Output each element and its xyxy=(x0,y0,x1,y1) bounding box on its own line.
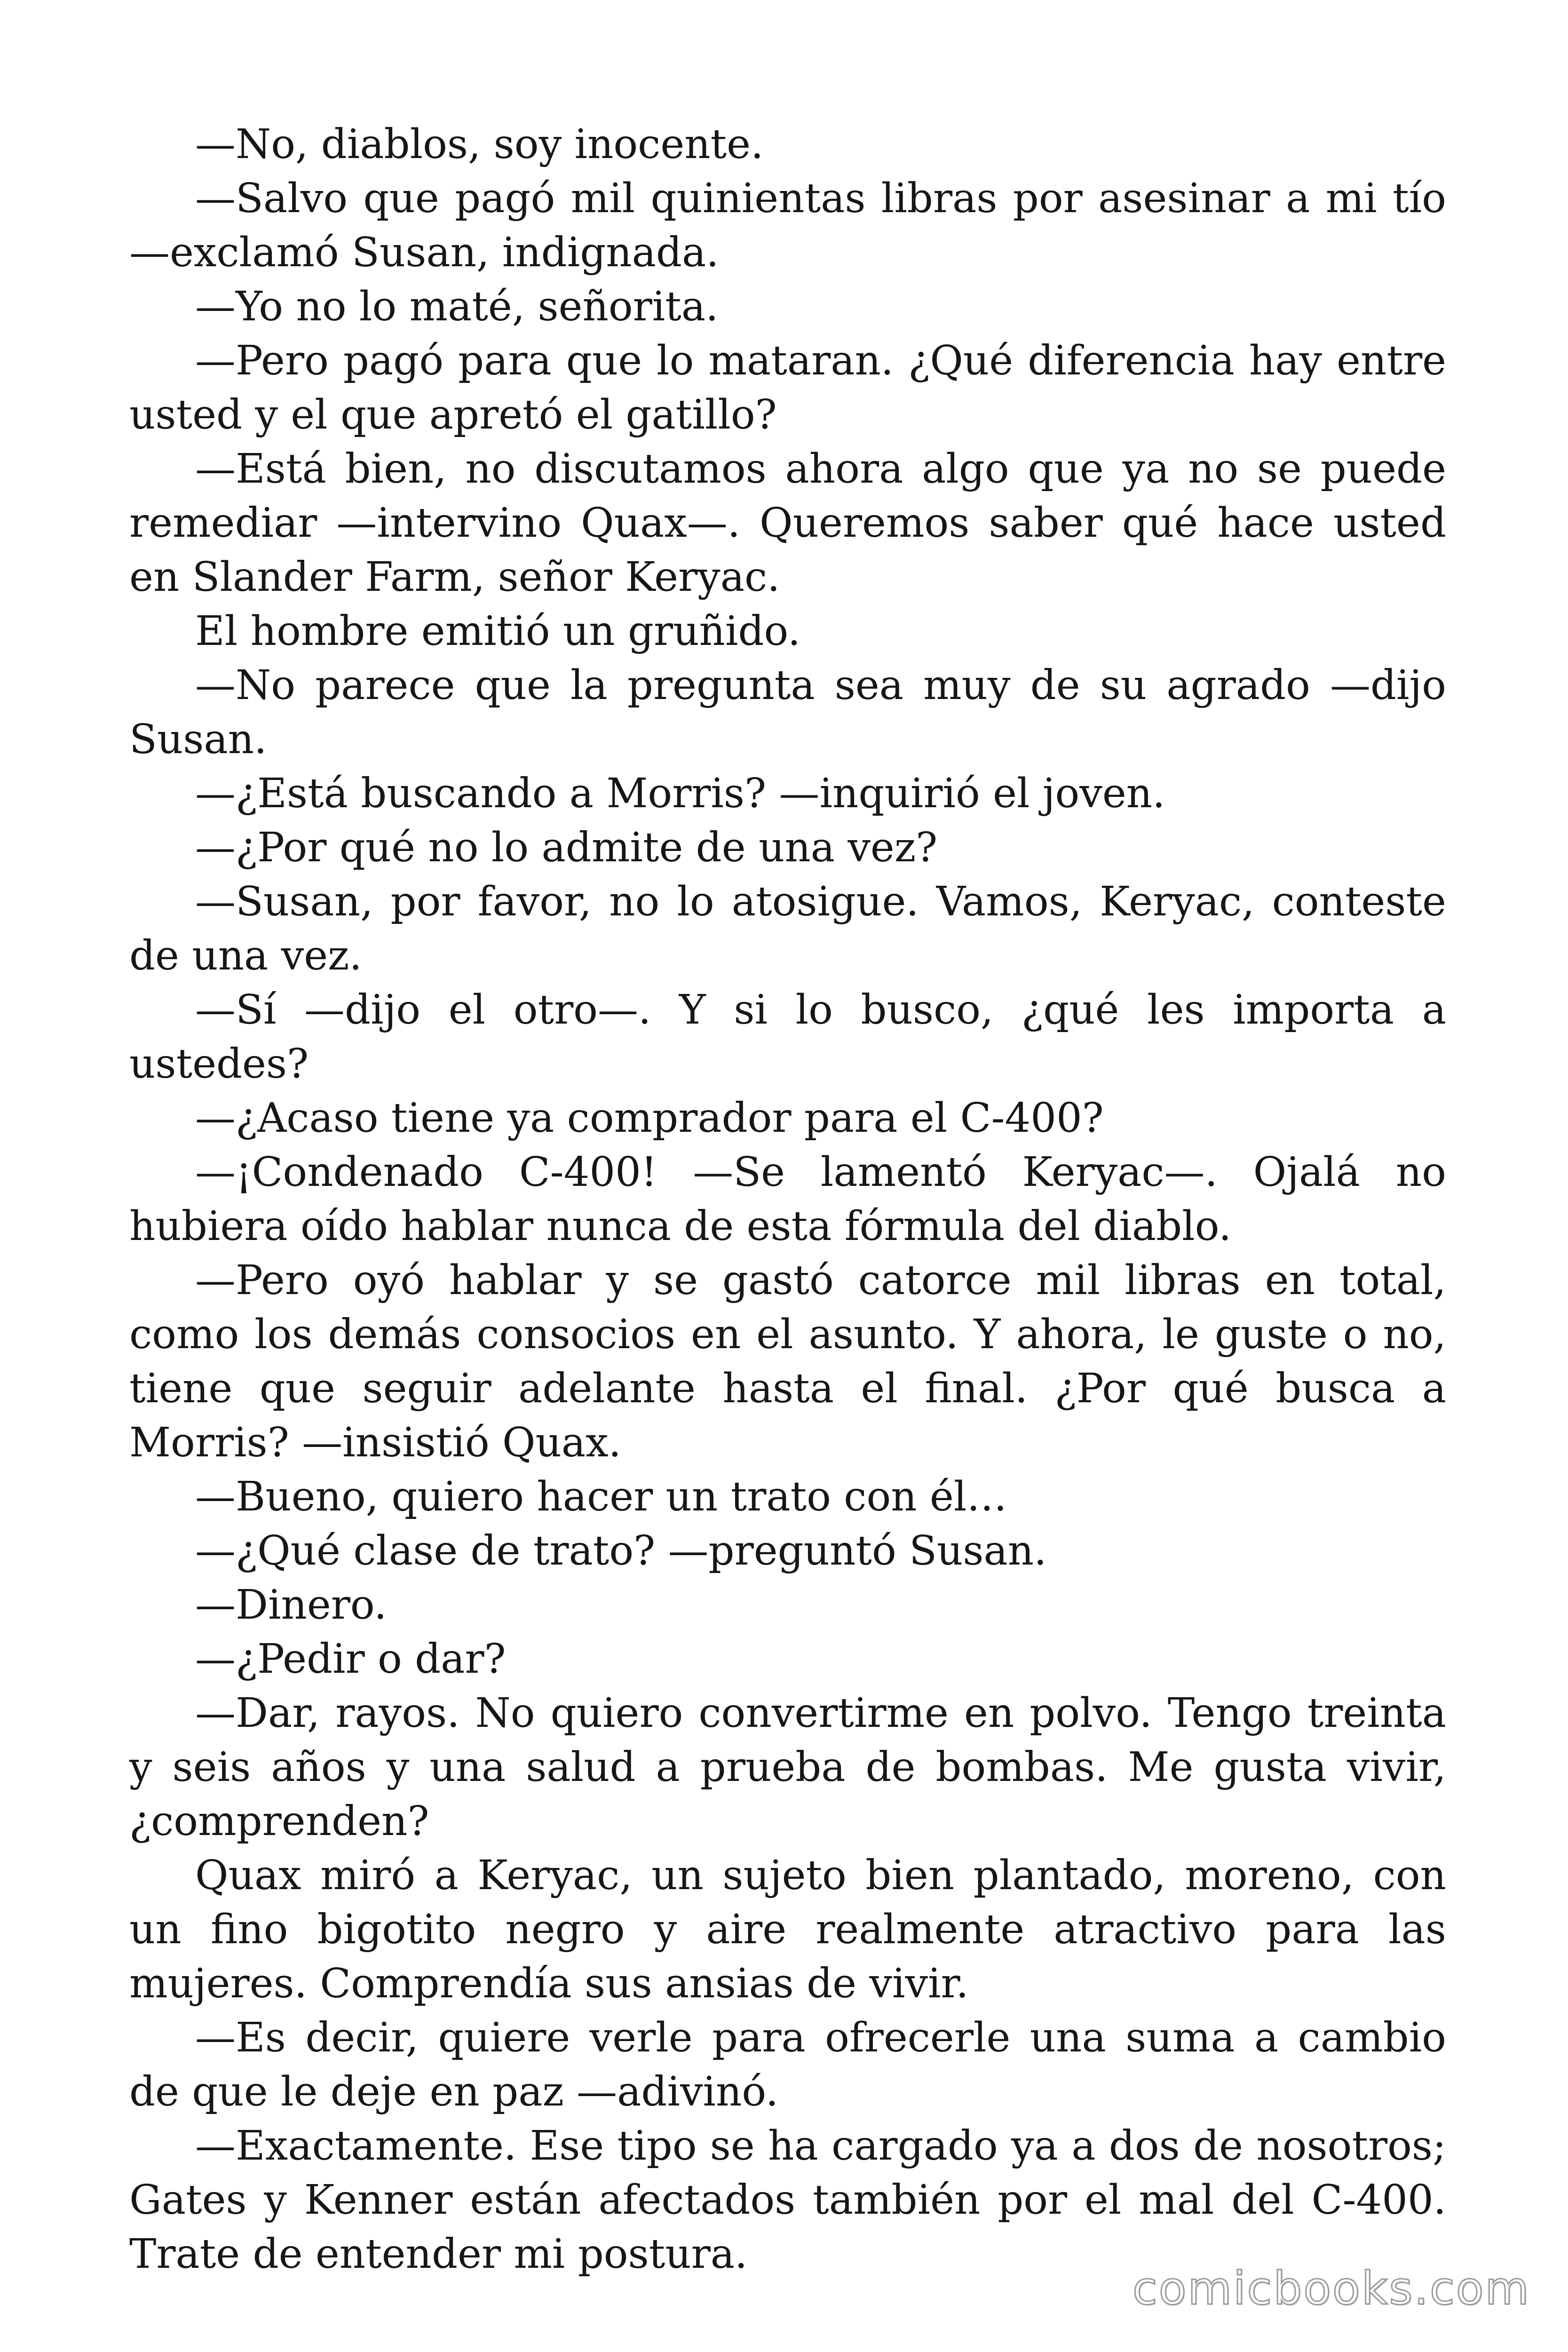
watermark: comicbooks.com xyxy=(1132,2262,1530,2315)
paragraph-3: —Yo no lo maté, señorita. xyxy=(195,283,719,330)
paragraph-18: —¿Pedir o dar? xyxy=(195,1636,506,1683)
paragraph-16: —¿Qué clase de trato? —preguntó Susan. xyxy=(195,1527,1047,1574)
paragraph-2: —Salvo que pagó mil quinientas libras por asesinar a mi tío —exclamó Susan, indignada. xyxy=(129,175,1446,276)
paragraph-14: —Pero oyó hablar y se gastó catorce mil libras en total, como los demás consocios en el asunto. Y ahora, le guste o no, tiene que seguir adelante hasta el final. ¿Por qué busca a Morris? —insistió Quax. xyxy=(129,1257,1446,1466)
paragraph-6: El hombre emitió un gruñido. xyxy=(195,608,801,655)
paragraph-22: —Exactamente. Ese tipo se ha cargado ya a dos de nosotros; Gates y Kenner están afectados también por el mal del C-400. Trate de entender mi postura. xyxy=(129,2122,1446,2278)
paragraph-1: —No, diablos, soy inocente. xyxy=(195,121,764,168)
paragraph-12: —¿Acaso tiene ya comprador para el C-400? xyxy=(195,1095,1104,1142)
paragraph-11: —Sí —dijo el otro—. Y si lo busco, ¿qué les importa a ustedes? xyxy=(129,986,1446,1088)
body-text xyxy=(129,118,1446,2281)
paragraph-15: —Bueno, quiero hacer un trato con él… xyxy=(195,1473,1007,1520)
paragraph-5: —Está bien, no discutamos ahora algo que ya no se puede remediar —intervino Quax—. Queremos saber qué hace usted en Slander Farm, señor Keryac. xyxy=(129,445,1446,601)
paragraph-4: —Pero pagó para que lo mataran. ¿Qué diferencia hay entre usted y el que apretó el gatillo? xyxy=(129,337,1446,438)
paragraph-17: —Dinero. xyxy=(195,1581,387,1629)
paragraph-19: —Dar, rayos. No quiero convertirme en polvo. Tengo treinta y seis años y una salud a prueba de bombas. Me gusta vivir, ¿comprenden? xyxy=(129,1690,1446,1845)
paragraph-20: Quax miró a Keryac, un sujeto bien plantado, moreno, con un fino bigotito negro y aire realmente atractivo para las mujeres. Comprendía sus ansias de vivir. xyxy=(129,1852,1446,2007)
paragraph-13: —¡Condenado C-400! —Se lamentó Keryac—. Ojalá no hubiera oído hablar nunca de esta fórmula del diablo. xyxy=(129,1149,1446,1250)
paragraph-9: —¿Por qué no lo admite de una vez? xyxy=(195,824,938,871)
paragraph-8: —¿Está buscando a Morris? —inquirió el joven. xyxy=(195,770,1165,817)
paragraph-21: —Es decir, quiere verle para ofrecerle una suma a cambio de que le deje en paz —adivinó. xyxy=(129,2014,1446,2115)
paragraph-7: —No parece que la pregunta sea muy de su agrado —dijo Susan. xyxy=(129,662,1446,763)
paragraph-10: —Susan, por favor, no lo atosigue. Vamos, Keryac, conteste de una vez. xyxy=(129,878,1446,979)
